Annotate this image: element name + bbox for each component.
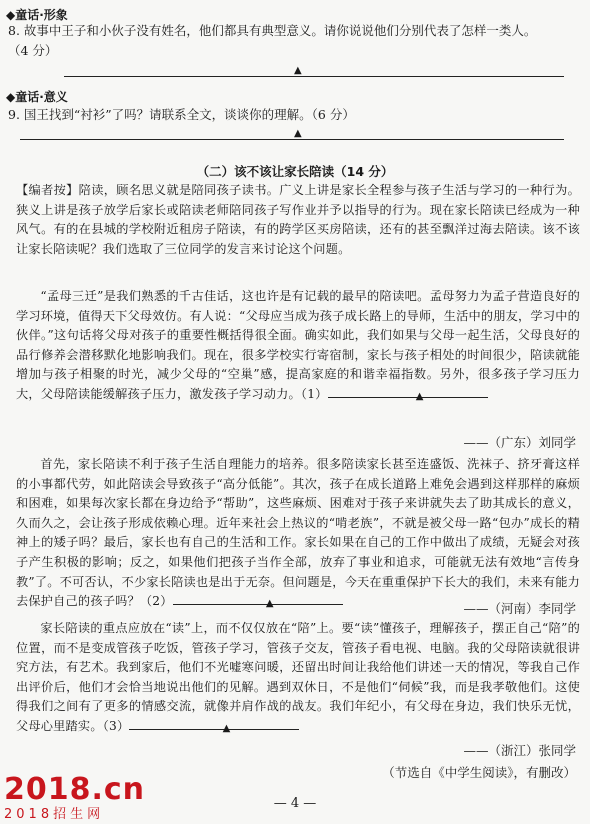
answer-line-q8[interactable] [64, 76, 564, 77]
question-8: 8. 故事中王子和小伙子没有姓名，他们都具有典型意义。请你说说他们分别代表了怎样一类人。 [8, 23, 537, 38]
answer-marker: ▲ [265, 598, 274, 610]
blank-2[interactable] [173, 594, 343, 610]
section-header-image: ◆童话·形象 [6, 8, 68, 22]
answer-marker: ▲ [415, 390, 424, 402]
signature-1: ——（广东）刘同学 [463, 435, 576, 450]
editor-note: 【编者按】陪读，顾名思义就是陪同孩子读书。广义上讲是家长全程参与孩子生活与学习的一种行为。狭义上讲是孩子放学后家长或陪读老师陪同孩子写作业并予以指导的行为。现在家长陪读已经成为一种风气。有的在县城的学校附近租房子陪读，有的跨学区买房陪读，还有的甚至飘洋过海去陪读。该不该让家长陪读呢？我们选取了三位同学的发言来讨论这个问题。 [16, 183, 580, 256]
speech-1-text: “孟母三迁”是我们熟悉的千古佳话，这也许是有记载的最早的陪读吧。孟母努力为孟子营造良好的学习环境，值得天下父母效仿。有人说：“父母应当成为孩子成长路上的导师，生活中的朋友，学习中的伙伴。”这句话将父母对孩子的重要性概括得很全面。确实如此，我们如果与父母一起生活，父母良好的品行修养会潜移默化地影响我们。现在，很多学校实行寄宿制，家长与孩子相处的时间很少，陪读就能增加与孩子相聚的时光，减少父母的“空巢”感，提高家庭的和谐幸福指数。另外，很多孩子学习压力大，父母陪读能缓解孩子压力，激发孩子学习动力。（1） [16, 289, 580, 401]
section-header-meaning: ◆童话·意义 [6, 90, 68, 104]
source-note: （节选自《中学生阅读》，有删改） [382, 765, 576, 780]
page-number: — 4 — [273, 796, 317, 811]
blank-1[interactable] [328, 387, 488, 402]
blank-3[interactable] [129, 719, 299, 734]
speech-2-text: 首先，家长陪读不利于孩子生活自理能力的培养。很多陪读家长甚至连盛饭、洗袜子、挤牙膏这样的小事都代劳，如此陪读会导致孩子“高分低能”。其次，孩子在成长道路上难免会遇到这样那样的麻烦和困难，如果每次家长都在身边给予“帮助”，这些麻烦、困难对于孩子来讲就失去了助其成长的意义，久而久之，会让孩子形成依赖心理。近年来社会上热议的“啃老族”，不就是被父母一路“包办”成长的精神上的矮子吗？最后，家长也有自己的生活和工作。家长如果在自己的工作中做出了成绩，无疑会对孩子产生积极的影响；反之，如果他们把孩子当作全部，放弃了事业和追求，可能就无法有效地“言传身教”了。不可否认，不少家长陪读也是出于无奈。但问题是，今天在重重保护下长大的我们，未来有能力去保护自己的孩子吗？（2） [16, 457, 580, 609]
speech-1 [16, 287, 580, 405]
speech-3-text: 家长陪读的重点应放在“读”上，而不仅仅放在“陪”上。要“读”懂孩子，理解孩子，摆正自己“陪”的位置，而不是变成管孩子吃饭，管孩子学习，管孩子交友，管孩子看电视、电脑。我的父母陪读就很讲究方法，有艺术。我到家后，他们不光嘘寒问暖，还留出时间让我给他们讲述一天的情况，等我自己作出评价后，他们才会恰当地说出他们的见解。遇到双休日，不是他们“伺候”我，而是我孝敬他们。这使得我们之间有了更多的情感交流，就像并肩作战的战友。我们年纪小，有父母在身边，我们快乐无忧，父母心里踏实。（3） [16, 621, 580, 733]
answer-marker: ▲ [222, 722, 231, 734]
answer-marker: ▲ [294, 128, 302, 139]
speech-2 [16, 455, 580, 612]
signature-2: ——（河南）李同学 [463, 601, 576, 616]
answer-marker: ▲ [294, 65, 302, 76]
speech-3 [16, 619, 580, 737]
signature-3: ——（浙江）张同学 [463, 743, 576, 758]
logo-subtext: 2018招生网 [4, 807, 105, 822]
logo-text: 2018.cn [4, 772, 146, 807]
question-9: 9. 国王找到“衬衫”了吗？请联系全文，谈谈你的理解。（6 分） [8, 107, 355, 122]
question-8-score: （4 分） [8, 43, 58, 58]
answer-line-q9[interactable] [20, 139, 564, 140]
part-title: （二）该不该让家长陪读（14 分） [196, 164, 394, 179]
